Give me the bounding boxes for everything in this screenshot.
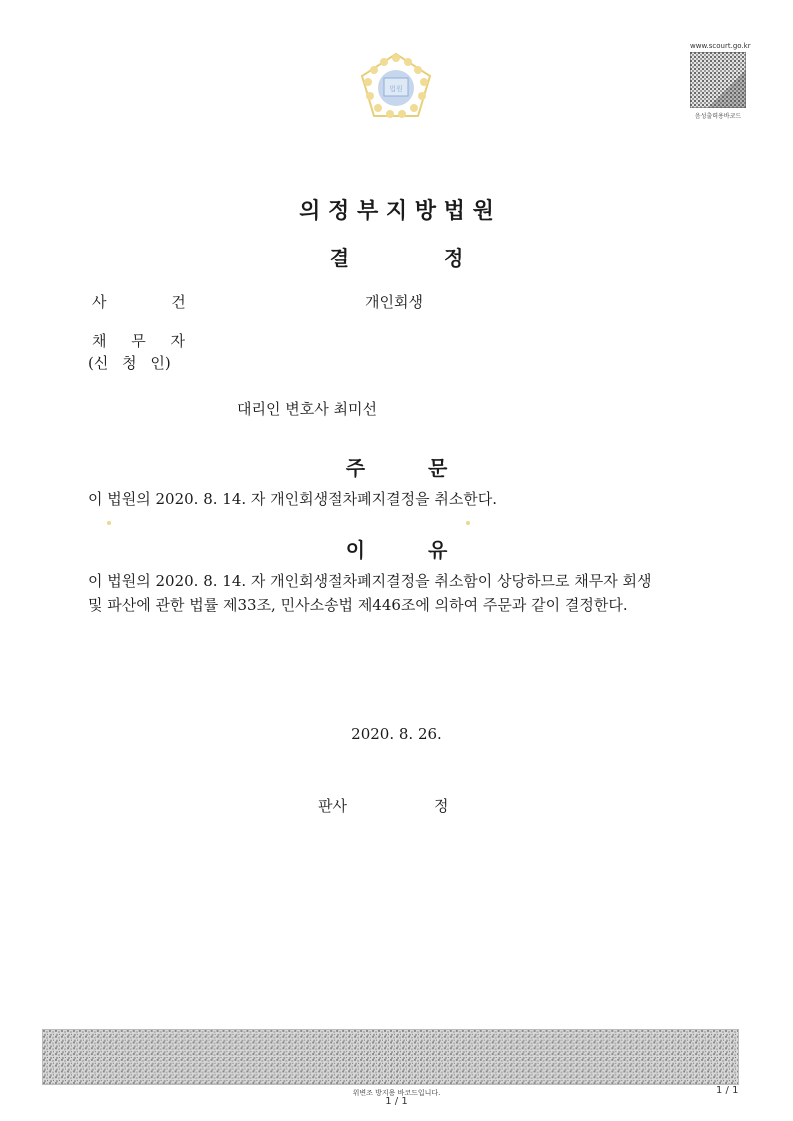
anti-forgery-barcode xyxy=(42,1029,739,1085)
court-emblem-icon xyxy=(356,50,436,122)
decorative-dot xyxy=(466,521,470,525)
case-label: 사 건 xyxy=(92,293,186,311)
applicant-label: (신 청 인) xyxy=(88,354,171,372)
barcode-notice: 위변조 방지용 바코드입니다. xyxy=(352,1089,441,1097)
qr-caption: 음성출력용바코드 xyxy=(694,113,742,120)
decision-title xyxy=(0,242,793,271)
agent-name: 대리인 변호사 최미선 xyxy=(237,400,377,418)
case-value: 개인회생 xyxy=(365,293,423,311)
reason-heading-text: 이 유 xyxy=(345,538,448,562)
reason-line-1: 이 법원의 2020. 8. 14. 자 개인회생절차폐지결정을 취소함이 상당하므로 채무자 회생 xyxy=(88,572,652,590)
order-text: 이 법원의 2020. 8. 14. 자 개인회생절차폐지결정을 취소한다. xyxy=(88,490,498,508)
court-name: 의 정 부 지 방 법 원 xyxy=(299,199,494,224)
reason-line-2: 및 파산에 관한 법률 제33조, 민사소송법 제446조에 의하여 주문과 같이 결정한다. xyxy=(88,596,628,614)
order-heading xyxy=(0,452,793,481)
decision-date: 2020. 8. 26. xyxy=(351,725,442,743)
emblem-label: 법원 xyxy=(389,85,403,93)
reason-heading xyxy=(0,534,793,563)
qr-url: www.scourt.go.kr xyxy=(690,42,751,50)
page-number-center: 1 / 1 xyxy=(385,1096,408,1107)
decision-title-text: 결 정 xyxy=(329,246,464,270)
page-number-right: 1 / 1 xyxy=(716,1085,739,1096)
judge-name: 정 xyxy=(434,797,449,815)
decorative-dot xyxy=(107,521,111,525)
qr-code xyxy=(690,52,746,108)
judge-label: 판사 xyxy=(318,797,347,815)
debtor-label: 채 무 자 xyxy=(92,332,186,350)
order-heading-text: 주 문 xyxy=(345,456,448,480)
